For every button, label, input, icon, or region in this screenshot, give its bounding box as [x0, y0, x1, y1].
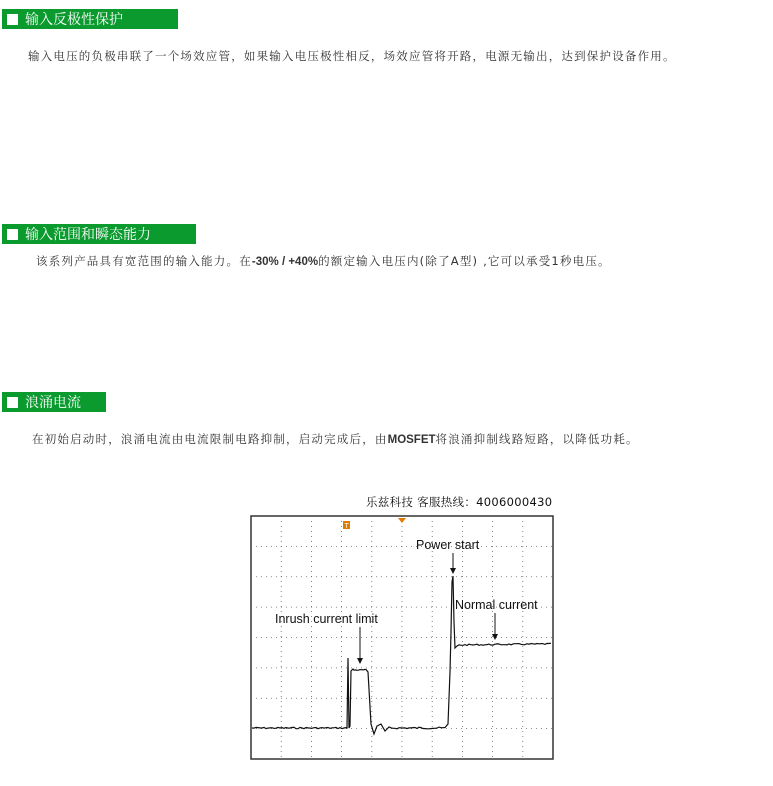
body-text: 该系列产品具有宽范围的输入能力。在	[36, 254, 252, 268]
oscilloscope-screen	[250, 512, 554, 762]
bullet-square-icon	[7, 397, 18, 408]
bullet-square-icon	[7, 14, 18, 25]
body-text: 的额定输入电压内(除了A型) ,它可以承受1秒电压。	[318, 254, 611, 268]
section-body	[32, 431, 639, 447]
body-text: 输入电压的负极串联了一个场效应管，如果输入电压极性相反，场效应管将开路，电源无输出，达到保护设备作用。	[28, 49, 676, 63]
label-normal-current: Normal current	[455, 598, 538, 612]
trigger-marker-label: T	[344, 523, 349, 530]
trigger-marker	[343, 521, 350, 530]
label-power-start: Power start	[416, 538, 480, 552]
section-header-input-range	[2, 224, 196, 244]
section-title: 输入反极性保护	[25, 12, 123, 28]
body-text: 在初始启动时，浪涌电流由电流限制电路抑制，启动完成后，由	[32, 432, 388, 446]
section-header-reverse-polarity	[2, 9, 178, 29]
section-title: 输入范围和瞬态能力	[25, 227, 151, 243]
figure-caption: 乐兹科技 客服热线：4006000430	[366, 495, 553, 509]
section-header-inrush-current	[2, 392, 106, 412]
input-range-value: -30% / +40%	[251, 256, 319, 268]
body-text: 将浪涌抑制线路短路，以降低功耗。	[435, 432, 639, 446]
bullet-square-icon	[7, 229, 18, 240]
section-body	[36, 253, 611, 269]
section-title: 浪涌电流	[25, 395, 81, 411]
section-body	[28, 48, 676, 64]
label-inrush-limit: Inrush current limit	[275, 612, 378, 626]
mosfet-text: MOSFET	[387, 434, 436, 446]
